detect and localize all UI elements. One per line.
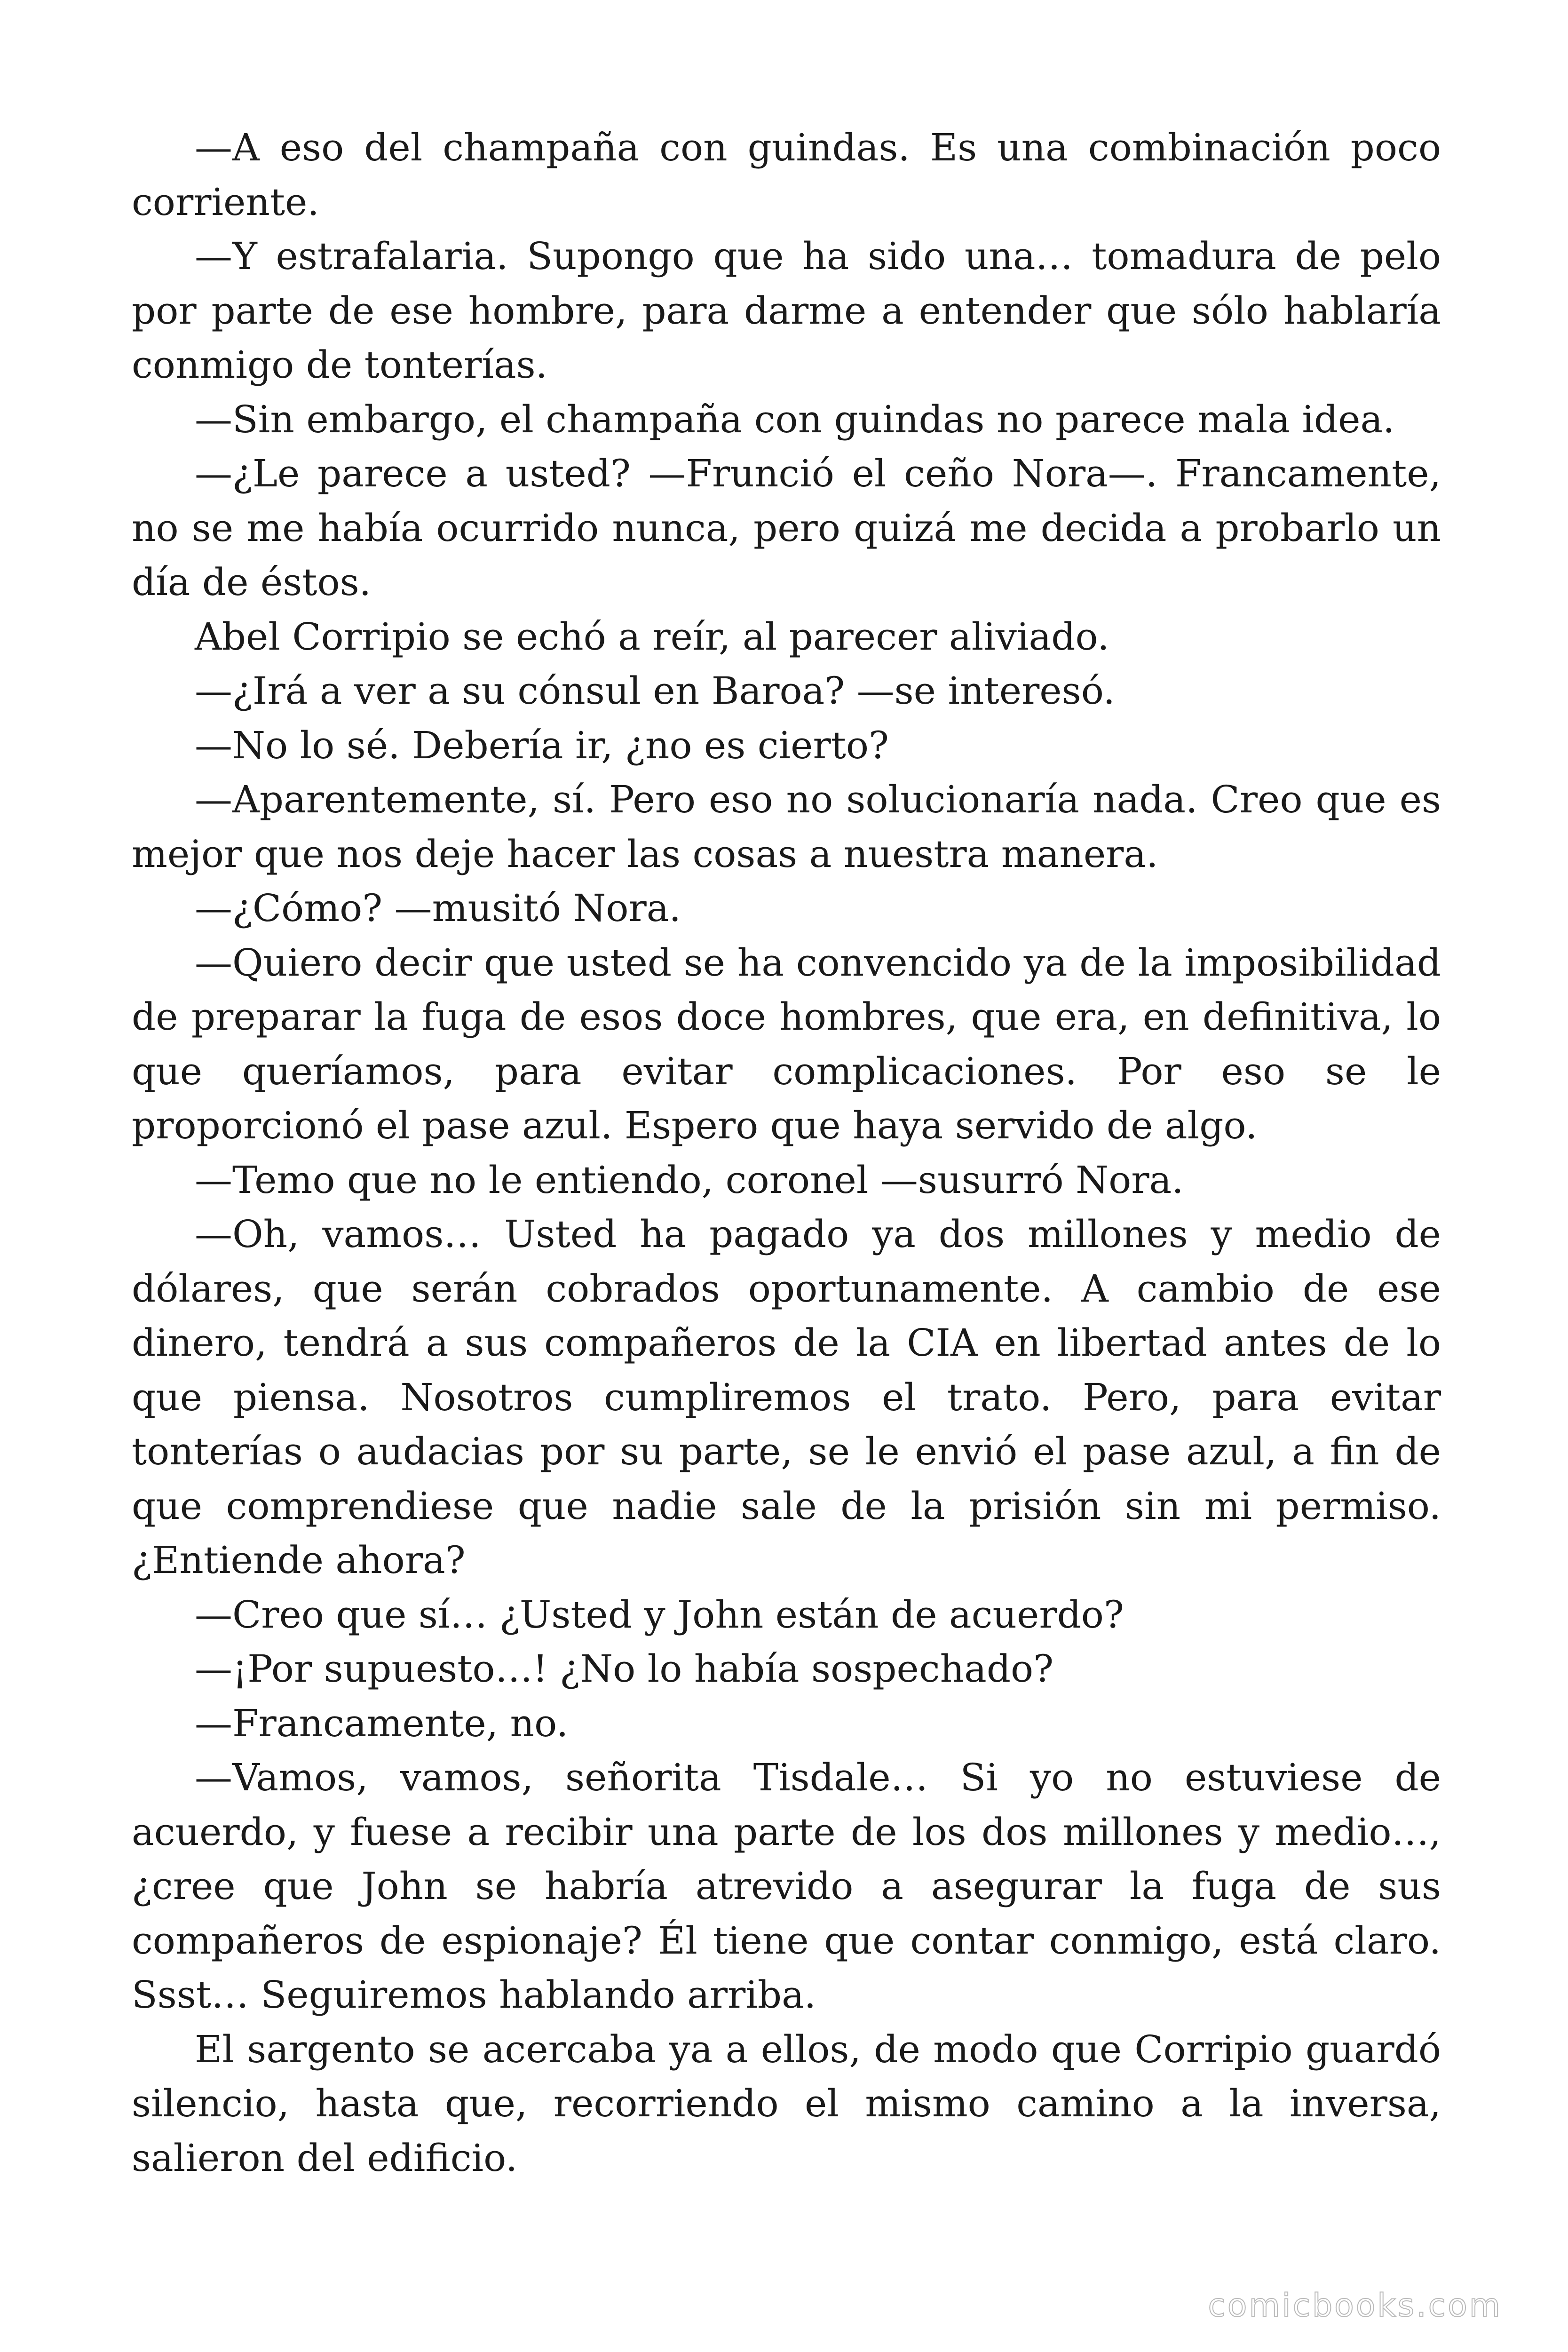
paragraph-17: El sargento se acercaba ya a ellos, de modo que Corripio guardó silencio, hasta que, recorriendo el mismo camino a la inversa, salieron del edificio.: [132, 2027, 1441, 2180]
paragraph-3: —Sin embargo, el champaña con guindas no parece mala idea.: [195, 397, 1395, 441]
paragraph-12: —Oh, vamos… Usted ha pagado ya dos millones y medio de dólares, que serán cobrados oportunamente. A cambio de ese dinero, tendrá a sus compañeros de la CIA en libertad antes de lo que piensa. Nosotros cumpliremos el trato. Pero, para evitar tonterías o audacias por su parte, se le envió el pase azul, a fin de que comprendiese que nadie sale de la prisión sin mi permiso. ¿Entiende ahora?: [132, 1212, 1441, 1582]
page-text: [132, 120, 1441, 2185]
paragraph-8: —Aparentemente, sí. Pero eso no solucionaría nada. Creo que es mejor que nos deje hacer las cosas a nuestra manera.: [132, 778, 1441, 876]
paragraph-2: —Y estrafalaria. Supongo que ha sido una… tomadura de pelo por parte de ese hombre, para darme a entender que sólo hablaría conmigo de tonterías.: [132, 234, 1441, 387]
paragraph-13: —Creo que sí… ¿Usted y John están de acuerdo?: [195, 1592, 1124, 1637]
paragraph-14: —¡Por supuesto…! ¿No lo había sospechado?: [195, 1647, 1054, 1691]
paragraph-10: —Quiero decir que usted se ha convencido ya de la imposibilidad de preparar la fuga de esos doce hombres, que era, en definitiva, lo que queríamos, para evitar complicaciones. Por eso se le proporcionó el pase azul. Espero que haya servido de algo.: [132, 940, 1441, 1147]
paragraph-4: —¿Le parece a usted? —Frunció el ceño Nora—. Francamente, no se me había ocurrido nunca, pero quizá me decida a probarlo un día de éstos.: [132, 452, 1441, 604]
paragraph-5: Abel Corripio se echó a reír, al parecer aliviado.: [195, 614, 1109, 659]
paragraph-6: —¿Irá a ver a su cónsul en Baroa? —se interesó.: [195, 669, 1115, 713]
watermark: comicbooks.com: [1208, 2287, 1502, 2324]
paragraph-1: —A eso del champaña con guindas. Es una combinación poco corriente.: [132, 126, 1441, 224]
paragraph-11: —Temo que no le entiendo, coronel —susurró Nora.: [195, 1158, 1184, 1202]
paragraph-16: —Vamos, vamos, señorita Tisdale… Si yo no estuviese de acuerdo, y fuese a recibir una parte de los dos millones y medio…, ¿cree que John se habría atrevido a asegurar la fuga de sus compañeros de espionaje? Él tiene que contar conmigo, está claro. Ssst… Seguiremos hablando arriba.: [132, 1756, 1441, 2017]
paragraph-9: —¿Cómo? —musitó Nora.: [195, 886, 681, 930]
paragraph-15: —Francamente, no.: [195, 1701, 569, 1745]
paragraph-7: —No lo sé. Debería ir, ¿no es cierto?: [195, 723, 889, 767]
